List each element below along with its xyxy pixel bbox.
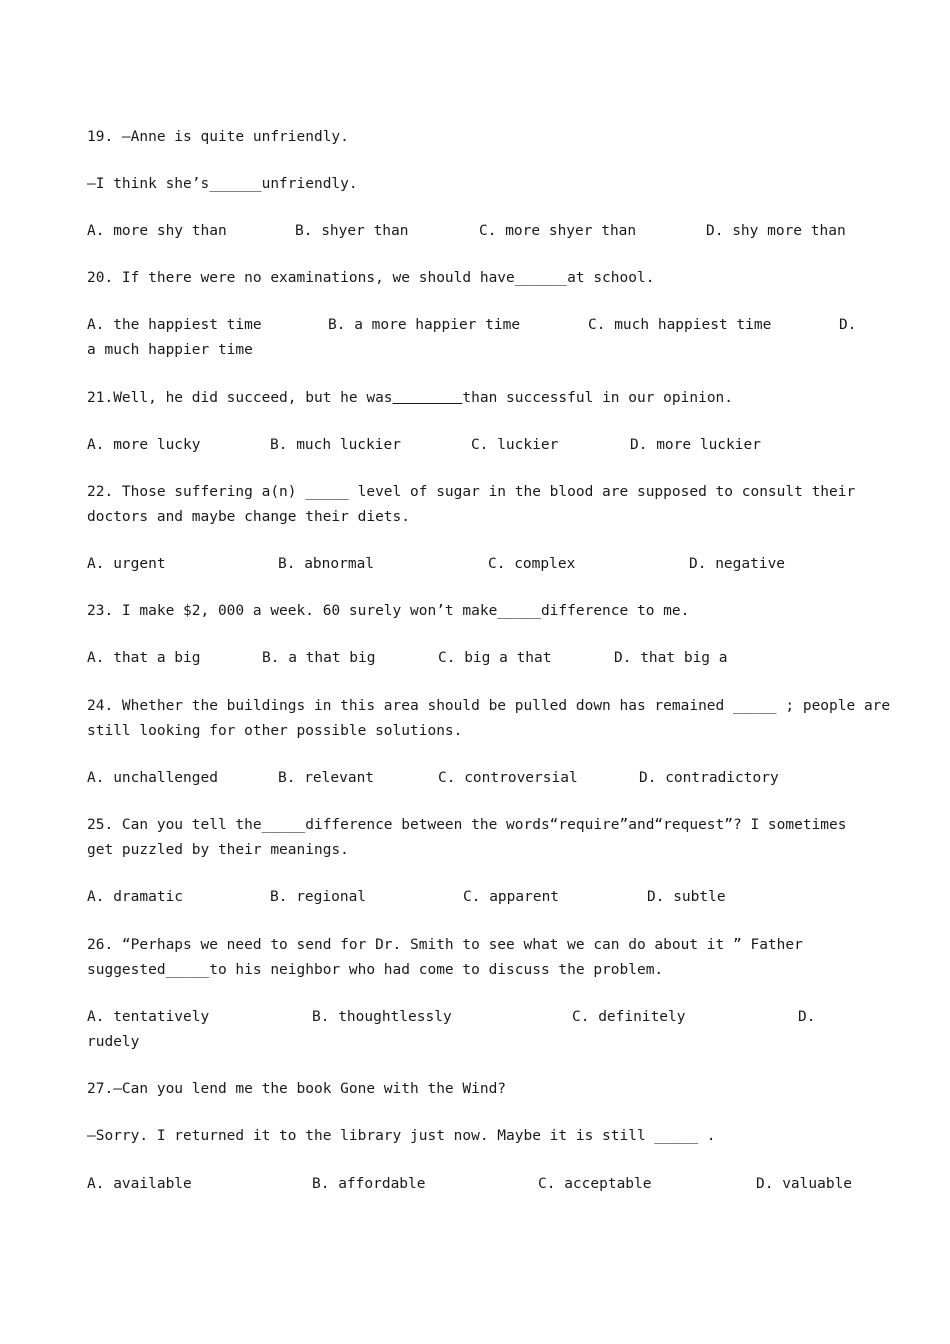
option-c: C. big a that — [438, 650, 552, 666]
option-d: D. subtle — [647, 889, 726, 905]
option-c: C. acceptable — [538, 1176, 652, 1192]
option-d: D. — [798, 1009, 816, 1025]
option-b: B. shyer than — [295, 223, 409, 239]
option-b: B. regional — [270, 889, 367, 905]
option-d: D. that big a — [614, 650, 728, 666]
option-b: B. thoughtlessly — [312, 1009, 452, 1025]
option-d: D. shy more than — [706, 223, 846, 239]
option-a: A. more lucky — [87, 437, 201, 453]
question-25-stem: 25. Can you tell the_____difference between the words“require”and“request”? I sometimes — [87, 817, 847, 833]
option-a: A. dramatic — [87, 889, 184, 905]
question-20-stem: 20. If there were no examinations, we should have______at school. — [87, 270, 655, 286]
question-19-reply: —I think she’s______unfriendly. — [87, 176, 358, 192]
option-a: A. more shy than — [87, 223, 227, 239]
option-d: D. valuable — [756, 1176, 853, 1192]
option-a: A. available — [87, 1176, 192, 1192]
option-c: C. definitely — [572, 1009, 686, 1025]
option-a: A. unchallenged — [87, 770, 218, 786]
option-c: C. more shyer than — [479, 223, 637, 239]
option-d: D. negative — [689, 556, 786, 572]
question-27-reply: —Sorry. I returned it to the library just now. Maybe it is still _____ . — [87, 1128, 716, 1144]
option-b: B. much luckier — [270, 437, 401, 453]
option-b: B. a more happier time — [328, 317, 521, 333]
question-22-stem: 22. Those suffering a(n) _____ level of sugar in the blood are supposed to consult their — [87, 484, 856, 500]
question-24-stem-cont: still looking for other possible solutions. — [87, 723, 463, 739]
option-c: C. apparent — [463, 889, 560, 905]
option-b: B. affordable — [312, 1176, 426, 1192]
option-a: A. tentatively — [87, 1009, 210, 1025]
question-19-stem: 19. —Anne is quite unfriendly. — [87, 129, 349, 145]
option-c: C. complex — [488, 556, 576, 572]
question-24-stem: 24. Whether the buildings in this area should be pulled down has remained _____ ; people are — [87, 698, 891, 714]
option-d: D. contradictory — [639, 770, 779, 786]
option-c: C. much happiest time — [588, 317, 772, 333]
option-c: C. luckier — [471, 437, 559, 453]
question-27-stem: 27.—Can you lend me the book Gone with the Wind? — [87, 1081, 507, 1097]
option-d: D. — [839, 317, 857, 333]
question-22-stem-cont: doctors and maybe change their diets. — [87, 509, 411, 525]
option-b: B. relevant — [278, 770, 375, 786]
question-23-stem: 23. I make $2, 000 a week. 60 surely won’t make_____difference to me. — [87, 603, 690, 619]
option-a: A. the happiest time — [87, 317, 262, 333]
question-20-option-d-text: a much happier time — [87, 342, 253, 358]
question-26-stem: 26. “Perhaps we need to send for Dr. Smith to see what we can do about it ” Father — [87, 937, 803, 953]
option-c: C. controversial — [438, 770, 578, 786]
question-21-post: than successful in our opinion. — [462, 390, 734, 406]
option-a: A. urgent — [87, 556, 166, 572]
option-d: D. more luckier — [630, 437, 761, 453]
question-21-stem — [87, 388, 733, 408]
question-21-pre: 21.Well, he did succeed, but he was — [87, 390, 393, 406]
option-b: B. a that big — [262, 650, 376, 666]
option-b: B. abnormal — [278, 556, 375, 572]
question-26-option-d-text: rudely — [87, 1034, 140, 1050]
question-25-stem-cont: get puzzled by their meanings. — [87, 842, 349, 858]
question-21-blank — [393, 390, 463, 406]
question-26-stem-cont: suggested_____to his neighbor who had come to discuss the problem. — [87, 962, 664, 978]
option-a: A. that a big — [87, 650, 201, 666]
